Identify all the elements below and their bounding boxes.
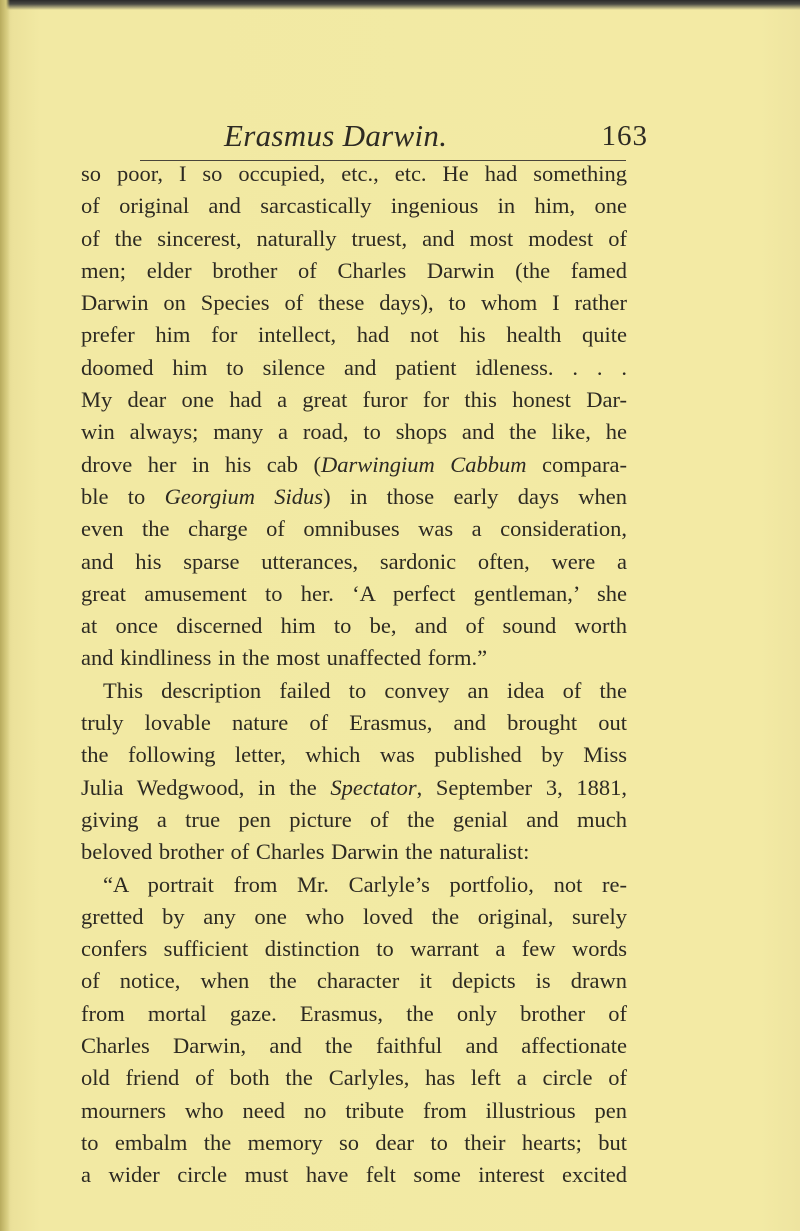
text-span: the following letter, which was published by Miss [81,742,627,768]
text-line [81,642,627,674]
text-span: truly lovable nature of Erasmus, and brought out [81,710,627,736]
text-line [81,804,627,836]
text-span: Darwin on Species of these days), to whom I rather [81,290,627,316]
text-span: ) in those early days when [323,483,627,509]
text-span: a wider circle must have felt some interest excited [81,1162,627,1188]
italic-text: Spectator [330,774,417,800]
text-line [81,546,627,578]
text-line [81,998,627,1030]
text-span: prefer him for intellect, had not his health quite [81,322,627,348]
text-span: great amusement to her. ‘A perfect gentleman,’ she [81,580,627,606]
text-span: so poor, I so occupied, etc., etc. He had something [81,161,627,186]
text-span: Charles Darwin, and the faithful and affectionate [81,1033,627,1059]
text-span: Julia Wedgwood, in the [81,774,331,800]
text-span: old friend of both the Carlyles, has left a circle of [81,1065,627,1091]
text-line [81,416,627,448]
text-span: drove her in his cab ( [81,451,321,477]
text-line [81,707,627,739]
text-line [81,933,627,965]
text-span: of original and sarcastically ingenious in him, one [81,193,627,219]
text-line [81,578,627,610]
text-line [81,223,627,255]
text-line [81,352,627,384]
text-span: of notice, when the character it depicts is drawn [81,968,627,994]
text-span: from mortal gaze. Erasmus, the only brother of [81,1000,627,1026]
text-span: at once discerned him to be, and of sound worth [81,613,627,639]
text-span: ble to [81,483,165,509]
text-span: mourners who need no tribute from illustrious pen [81,1097,627,1123]
text-span: giving a true pen picture of the genial and much [81,806,627,832]
text-line [81,1030,627,1062]
text-line [81,255,627,287]
running-head [138,118,698,158]
text-line [81,449,627,481]
text-line [81,1159,627,1191]
text-span: and kindliness in the most unaffected form.” [81,645,488,671]
text-line [81,1127,627,1159]
text-line [81,384,627,416]
text-line [81,772,627,804]
text-span: “A portrait from Mr. Carlyle’s portfolio, not re- [103,871,627,897]
text-span: doomed him to silence and patient idleness. . . . [81,354,627,380]
text-line [81,869,627,901]
text-span: , September 3, 1881, [416,774,628,800]
italic-text: Georgium Sidus [164,483,324,509]
text-span: of the sincerest, naturally truest, and most modest of [81,225,627,251]
text-line [81,513,627,545]
text-span: This description failed to convey an idea of the [103,677,627,703]
text-span: even the charge of omnibuses was a consideration, [81,516,627,542]
page-number: 163 [601,120,648,152]
text-line [81,965,627,997]
text-line [81,481,627,513]
text-span: compara- [526,451,627,477]
text-line [81,319,627,351]
running-title: Erasmus Darwin. [224,118,448,153]
text-span: My dear one had a great furor for this honest Dar- [81,387,627,413]
text-line [81,1062,627,1094]
text-span: men; elder brother of Charles Darwin (the famed [81,257,627,283]
text-line [81,1095,627,1127]
italic-text: Darwingium Cabbum [321,451,527,477]
text-line [81,287,627,319]
scan-top-shadow [0,0,800,10]
text-line [81,739,627,771]
text-line [81,158,627,190]
text-line [81,610,627,642]
text-line [81,901,627,933]
text-line [81,675,627,707]
text-span: beloved brother of Charles Darwin the naturalist: [81,839,530,865]
text-line [81,836,627,868]
body-text [81,158,627,1192]
text-span: to embalm the memory so dear to their hearts; but [81,1129,627,1155]
text-span: confers sufficient distinction to warrant a few words [81,936,627,962]
text-line [81,190,627,222]
text-span: win always; many a road, to shops and the like, he [81,419,627,445]
text-span: gretted by any one who loved the original, surely [81,903,627,929]
text-span: and his sparse utterances, sardonic often, were a [81,548,627,574]
page-binding-edge [0,0,10,1231]
